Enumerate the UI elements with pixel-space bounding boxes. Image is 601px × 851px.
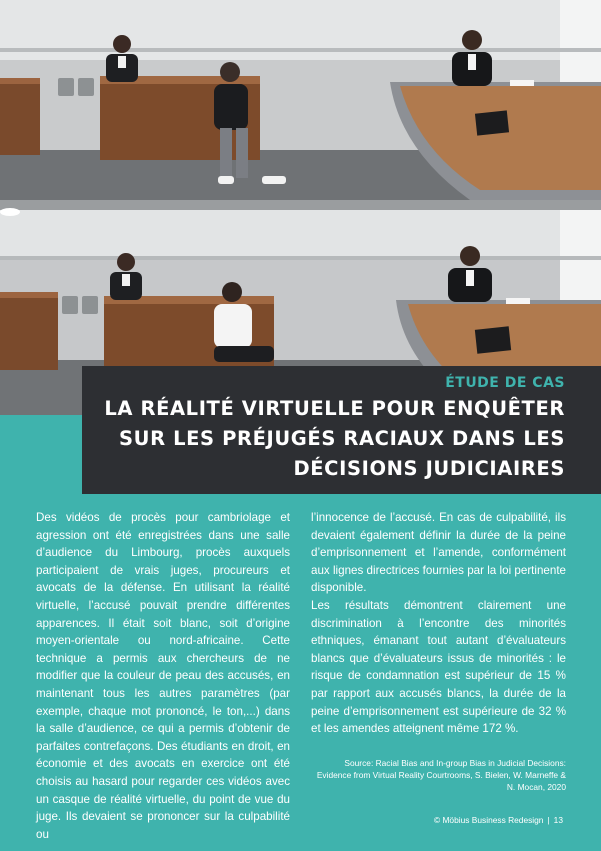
body-paragraph: Les résultats démontrent clairement une discrimination à l’encontre des minorités ethniques, émanant tout autant d’évaluateurs blancs que d’évaluateurs issus de minorités : le risque de condamnation est supérieur de 15 % par rapport aux accusés blancs, la durée de la peine d’emprisonnement est supérieure de 32 % et les amendes atteignent même 172 %.	[311, 598, 566, 736]
body-column-left	[36, 509, 290, 843]
headline-line: SUR LES PRÉJUGÉS RACIAUX DANS LES	[119, 427, 565, 450]
page-footer	[434, 814, 563, 826]
headline-line: LA RÉALITÉ VIRTUELLE POUR ENQUÊTER	[104, 397, 565, 420]
footer-brand: © Möbius Business Redesign	[433, 815, 544, 825]
page-number: 13	[553, 815, 563, 825]
body-paragraph: l’innocence de l’accusé. En cas de culpabilité, ils devaient également définir la durée de la peine d’emprisonnement et l’amende, conformément aux lignes directrices fournies par la loi pertinente disponible.	[311, 511, 566, 595]
courtroom-illustration-top	[0, 0, 601, 200]
courtroom-photo-top	[0, 0, 601, 200]
footer-separator: |	[547, 815, 550, 825]
source-citation: Source: Racial Bias and In-group Bias in Judicial Decisions: Evidence from Virtual Reality Courtrooms, S. Bielen, W. Marneffe & N. Mocan, 2020	[316, 758, 566, 792]
title-panel	[82, 366, 601, 494]
headline-line: DÉCISIONS JUDICIAIRES	[293, 457, 565, 480]
article-headline	[92, 394, 565, 484]
body-paragraph: Des vidéos de procès pour cambriolage et agression ont été enregistrées dans une salle d’audience du Limbourg, procès auxquels participaient de vrais juges, procureurs et avocats de la défense. En utilisant la réalité virtuelle, l’accusé pouvait prendre différentes apparences. Il était soit blanc, soit d’origine moyen-orientale ou nord-africaine. Cette technique a permis aux chercheurs de ne modifier que la couleur de peau des accusés, en maintenant tous les autres paramètres (par exemple, chaque mot prononcé, le ton,...) dans la salle d’audience, ce qui a permis d’obtenir de parfaites contrefaçons. Des étudiants en droit, en économie et des avocats en exercice ont été choisis au hasard pour regarder ces vidéos avec un casque de réalité virtuelle, du point de vue du juge. Ils devaient se prononcer sur la culpabilité ou	[36, 511, 290, 841]
section-kicker: ÉTUDE DE CAS	[445, 375, 565, 391]
body-column-right	[311, 509, 566, 738]
